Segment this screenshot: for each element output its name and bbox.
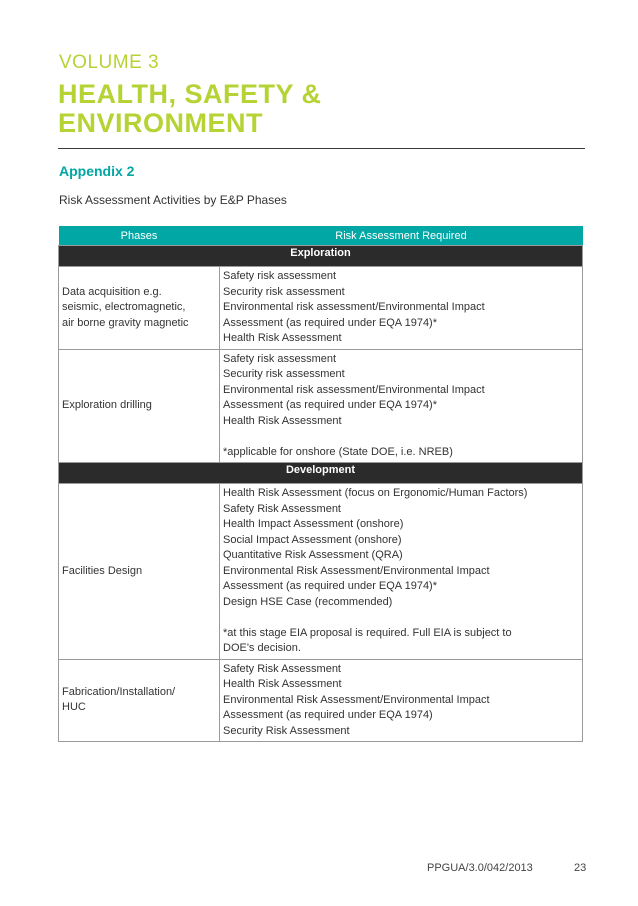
- requirement-note: DOE's decision.: [223, 642, 301, 654]
- requirement-item: Assessment (as required under EQA 1974): [223, 709, 433, 721]
- page-number: 23: [574, 862, 587, 874]
- requirement-note: *at this stage EIA proposal is required. Full EIA is subject to: [223, 626, 512, 639]
- requirement-item: Health Impact Assessment (onshore): [223, 518, 404, 530]
- phase-cell: [59, 349, 220, 463]
- requirement-item: Social Impact Assessment (onshore): [223, 533, 402, 546]
- appendix-heading: Appendix 2: [59, 163, 135, 179]
- requirements-cell: [220, 659, 583, 742]
- requirement-item: Security risk assessment: [223, 368, 345, 380]
- section-title: Development: [59, 463, 583, 484]
- table-row: [59, 267, 583, 350]
- requirement-item: Assessment (as required under EQA 1974)*: [223, 399, 438, 411]
- requirement-item: Safety Risk Assessment: [223, 502, 341, 515]
- column-header-phases: Phases: [59, 226, 220, 246]
- requirement-item: Environmental risk assessment/Environmental Impact: [223, 301, 485, 313]
- phase-text: Fabrication/Installation/: [62, 685, 176, 698]
- header-divider: [58, 148, 585, 149]
- spacer: [223, 610, 579, 626]
- phase-text: Data acquisition e.g.: [62, 285, 162, 298]
- section-row-development: [59, 463, 583, 484]
- section-title: Exploration: [59, 246, 583, 267]
- requirements-cell: [220, 267, 583, 350]
- title-line-2: ENVIRONMENT: [58, 108, 264, 138]
- table-body: [59, 246, 583, 742]
- section-row-exploration: [59, 246, 583, 267]
- title-line-1: HEALTH, SAFETY &: [58, 79, 322, 109]
- phase-text: seismic, electromagnetic,: [62, 301, 186, 313]
- phase-cell: [59, 659, 220, 742]
- requirement-item: Health Risk Assessment: [223, 332, 342, 344]
- phase-cell: [59, 484, 220, 660]
- requirement-item: Quantitative Risk Assessment (QRA): [223, 549, 403, 561]
- requirement-item: Safety risk assessment: [223, 352, 337, 365]
- volume-label: VOLUME 3: [59, 52, 160, 73]
- requirement-item: Health Risk Assessment: [223, 678, 342, 690]
- requirement-item: Assessment (as required under EQA 1974)*: [223, 316, 438, 329]
- requirement-item: Assessment (as required under EQA 1974)*: [223, 580, 438, 592]
- table-row: [59, 659, 583, 742]
- requirement-item: Safety Risk Assessment: [223, 662, 341, 675]
- requirement-item: Health Risk Assessment: [223, 414, 342, 427]
- table-header-row: [59, 226, 583, 246]
- phase-text: Exploration drilling: [62, 399, 152, 411]
- phase-text: Facilities Design: [62, 564, 143, 577]
- requirement-item: Security risk assessment: [223, 285, 345, 298]
- requirement-item: Safety risk assessment: [223, 270, 337, 282]
- column-header-risk-assessment: Risk Assessment Required: [220, 226, 583, 246]
- table-row: [59, 349, 583, 463]
- spacer: [223, 429, 579, 445]
- phase-cell: [59, 267, 220, 350]
- requirement-item: Security Risk Assessment: [223, 724, 350, 737]
- document-code: PPGUA/3.0/042/2013: [427, 862, 533, 874]
- requirement-item: Environmental risk assessment/Environmental Impact: [223, 383, 485, 396]
- requirement-note: *applicable for onshore (State DOE, i.e. NREB): [223, 445, 453, 458]
- page-title: [58, 80, 478, 138]
- requirements-cell: [220, 484, 583, 660]
- phase-text: air borne gravity magnetic: [62, 316, 189, 329]
- requirements-cell: [220, 349, 583, 463]
- risk-assessment-table: [58, 226, 583, 742]
- requirement-item: Environmental Risk Assessment/Environmental Impact: [223, 564, 490, 577]
- requirement-item: Design HSE Case (recommended): [223, 595, 393, 608]
- requirement-item: Environmental Risk Assessment/Environmental Impact: [223, 693, 490, 706]
- table-caption: Risk Assessment Activities by E&P Phases: [59, 193, 287, 207]
- phase-text: HUC: [62, 701, 86, 714]
- requirement-item: Health Risk Assessment (focus on Ergonomic/Human Factors): [223, 487, 528, 499]
- table-row: [59, 484, 583, 660]
